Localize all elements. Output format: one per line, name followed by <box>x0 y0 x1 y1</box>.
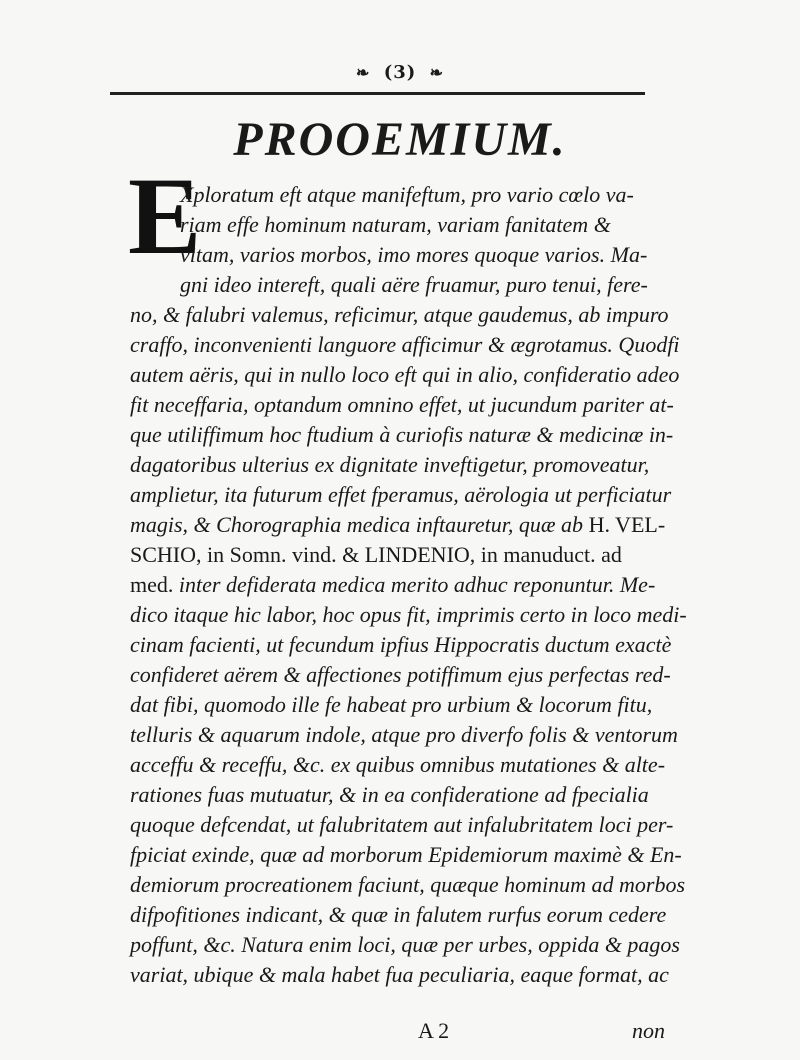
text-fragment-italic: inter defiderata medica merito adhuc reponuntur. Me- <box>178 572 656 597</box>
body-text <box>130 180 690 990</box>
chapter-title: PROOEMIUM. <box>233 113 567 166</box>
drop-cap: E <box>128 155 202 277</box>
text-line: difpofitiones indicant, & quæ in falutem rurfus eorum cedere <box>130 902 667 927</box>
text-line: cinam facienti, ut fecundum ipfius Hippocratis ductum exactè <box>130 632 672 657</box>
text-line: dagatoribus ulterius ex dignitate inveftigetur, promoveatur, <box>130 452 650 477</box>
text-line <box>130 510 690 540</box>
ornament-left-icon: ❧ <box>356 63 371 82</box>
text-line: fpiciat exinde, quæ ad morborum Epidemiorum maximè & En- <box>130 842 682 867</box>
text-line: quoque defcendat, ut falubritatem aut infalubritatem loci per- <box>130 812 674 837</box>
text-line: gni ideo intereft, quali aëre fruamur, puro tenui, fere- <box>180 272 648 297</box>
text-line: no, & falubri valemus, reficimur, atque gaudemus, ab impuro <box>130 302 669 327</box>
page-number: (3) <box>383 62 417 83</box>
ornament-right-icon: ❧ <box>429 63 444 82</box>
text-fragment: magis, & Chorographia medica inftauretur, quæ ab <box>130 512 584 537</box>
text-line: dico itaque hic labor, hoc opus fit, imprimis certo in loco medi- <box>130 602 687 627</box>
text-line: telluris & aquarum indole, atque pro diverfo folis & ventorum <box>130 722 678 747</box>
text-fragment: SCHIO, in Somn. vind. & <box>130 542 360 567</box>
text-fragment-roman: H. VEL- <box>588 512 666 537</box>
text-line: Xploratum eft atque manifeftum, pro vario cœlo va- <box>180 182 634 207</box>
text-line <box>130 540 690 570</box>
text-fragment-roman: LINDENIO, in manuduct. ad <box>364 542 622 567</box>
header-rule <box>110 92 645 95</box>
text-line: amplietur, ita futurum effet fperamus, aërologia ut perficiatur <box>130 482 672 507</box>
text-line: fit neceffaria, optandum omnino effet, ut jucundum pariter at- <box>130 392 674 417</box>
text-line: vitam, varios morbos, imo mores quoque varios. Ma- <box>180 242 648 267</box>
text-line: acceffu & receffu, &c. ex quibus omnibus mutationes & alte- <box>130 752 666 777</box>
text-line: riam effe hominum naturam, variam fanitatem & <box>180 212 611 237</box>
running-header <box>0 62 800 83</box>
signature-mark: A 2 <box>418 1018 450 1043</box>
text-line: confideret aërem & affectiones potiffimum ejus perfectas red- <box>130 662 671 687</box>
text-line: rationes fuas mutuatur, & in ea confideratione ad fpecialia <box>130 782 649 807</box>
text-line: variat, ubique & mala habet fua peculiaria, eaque format, ac <box>130 962 669 987</box>
text-line: craffo, inconvenienti languore afficimur & ægrotamus. Quodfi <box>130 332 680 357</box>
text-line: demiorum procreationem faciunt, quæque hominum ad morbos <box>130 872 686 897</box>
text-line: que utiliffimum hoc ftudium à curiofis naturæ & medicinæ in- <box>130 422 674 447</box>
text-line: dat fibi, quomodo ille fe habeat pro urbium & locorum fitu, <box>130 692 653 717</box>
text-line <box>130 570 690 600</box>
text-line: autem aëris, qui in nullo loco eft qui in alio, confideratio adeo <box>130 362 680 387</box>
catchword: non <box>632 1018 665 1043</box>
text-fragment: med. <box>130 572 174 597</box>
text-line: poffunt, &c. Natura enim loci, quæ per urbes, oppida & pagos <box>130 932 680 957</box>
